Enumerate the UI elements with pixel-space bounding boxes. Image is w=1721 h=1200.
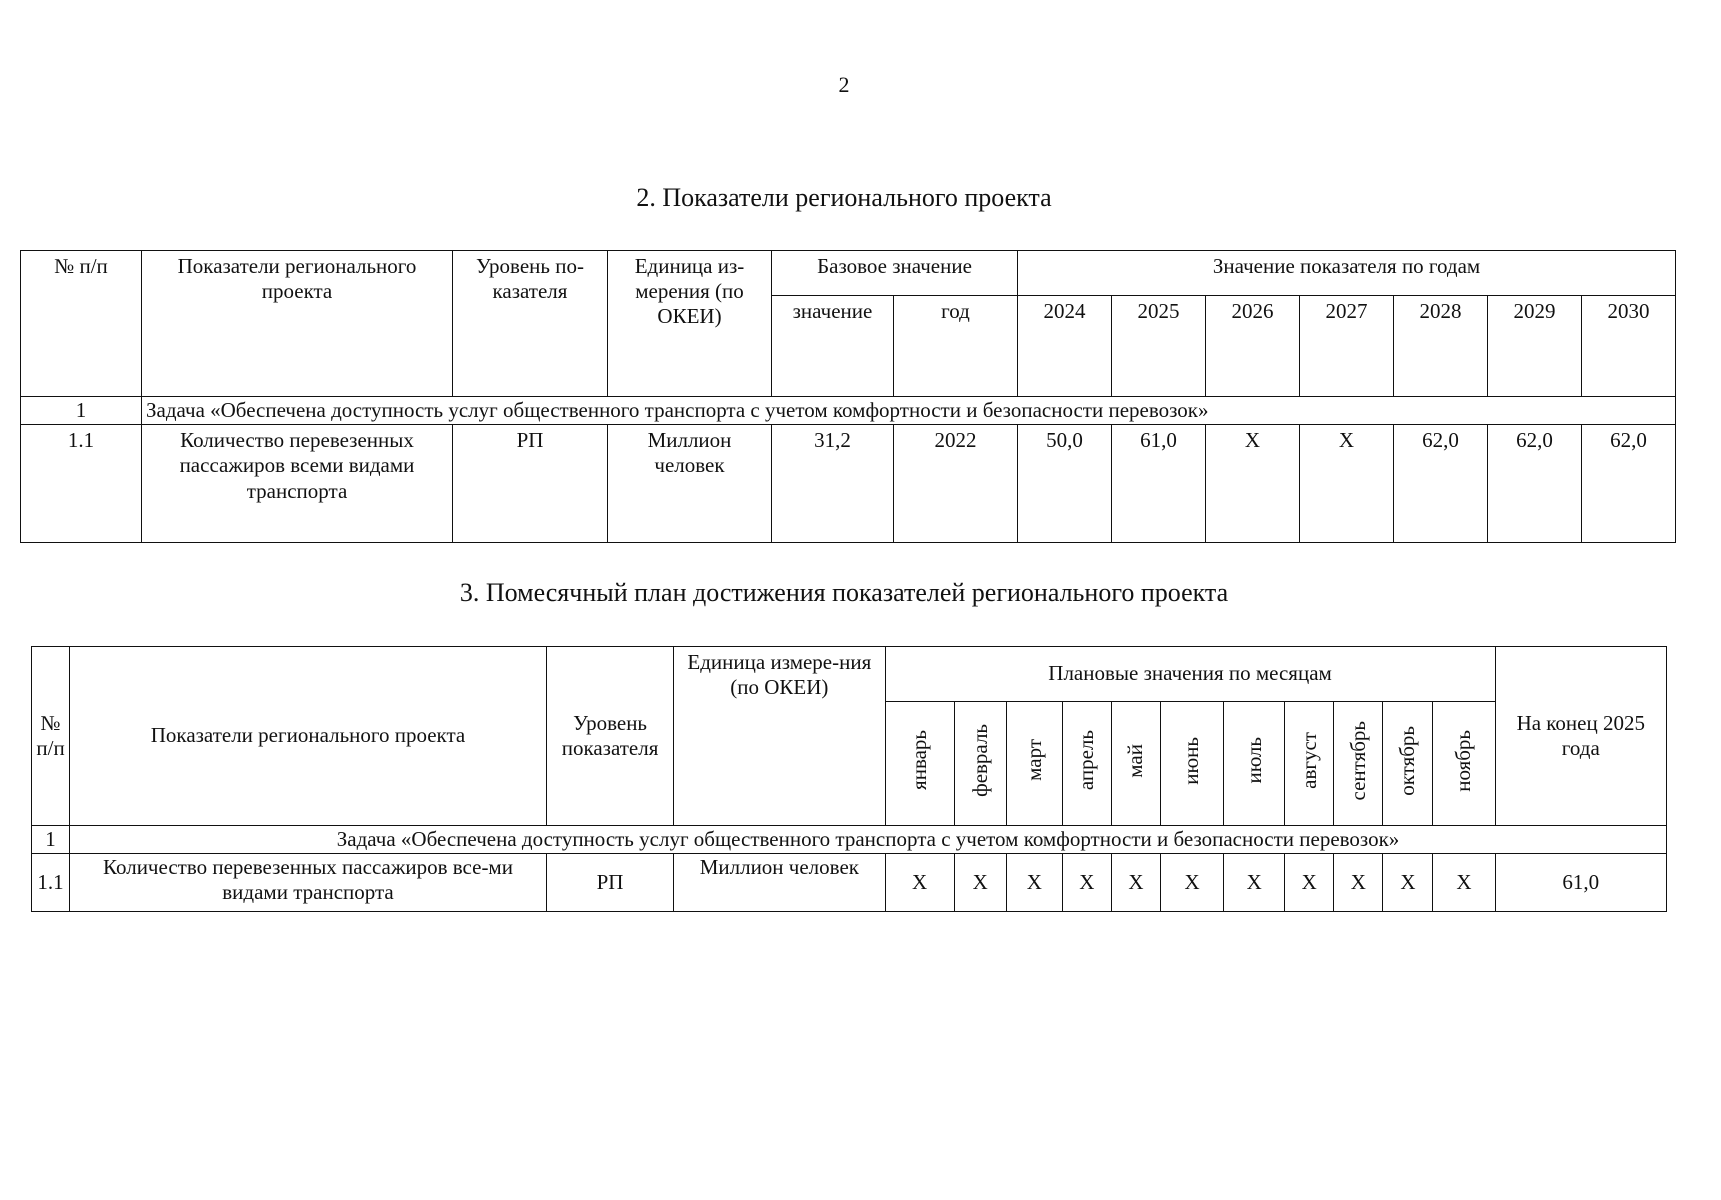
row-indicator: Количество перевезенных пассажиров всеми видами транспорта xyxy=(142,425,453,543)
month-value: X xyxy=(1161,854,1224,912)
header-indicator: Показатели регионального проекта xyxy=(70,647,547,826)
year-header: 2030 xyxy=(1582,296,1676,397)
month-header: июль xyxy=(1241,737,1266,784)
month-value: X xyxy=(1224,854,1285,912)
header-end: На конец 2025 года xyxy=(1495,647,1666,826)
month-header: сентябрь xyxy=(1345,720,1370,801)
month-header: май xyxy=(1123,743,1148,778)
month-header: июнь xyxy=(1179,736,1204,785)
month-header: апрель xyxy=(1074,730,1099,791)
row-level: РП xyxy=(546,854,673,912)
indicators-table xyxy=(20,250,1676,543)
row-num: 1.1 xyxy=(21,425,142,543)
row-base-year: 2022 xyxy=(894,425,1018,543)
header-by-years: Значение показателя по годам xyxy=(1018,251,1676,296)
row-unit: Миллион человек xyxy=(608,425,772,543)
page-number: 2 xyxy=(838,72,850,97)
task-num: 1 xyxy=(21,397,142,425)
header-base: Базовое значение xyxy=(772,251,1018,296)
month-value: X xyxy=(1285,854,1334,912)
month-value: X xyxy=(1062,854,1111,912)
month-header: март xyxy=(1021,739,1046,782)
section-3-title: 3. Помесячный план достижения показателей регионального проекта xyxy=(459,578,1229,607)
row-unit: Миллион человек xyxy=(674,854,885,912)
year-value: 62,0 xyxy=(1488,425,1582,543)
header-unit: Единица измере-ния (по ОКЕИ) xyxy=(674,647,885,826)
year-header: 2027 xyxy=(1300,296,1394,397)
month-value: X xyxy=(1433,854,1495,912)
header-level: Уровень показателя xyxy=(546,647,673,826)
month-value: X xyxy=(1111,854,1160,912)
header-indicator: Показатели регионального проекта xyxy=(142,251,453,397)
month-header: октябрь xyxy=(1395,725,1420,796)
year-header: 2025 xyxy=(1112,296,1206,397)
month-header: январь xyxy=(907,730,931,791)
row-indicator: Количество перевезенных пассажиров все-ми видами транспорта xyxy=(70,854,547,912)
month-value: X xyxy=(1383,854,1433,912)
year-header: 2028 xyxy=(1394,296,1488,397)
year-header: 2024 xyxy=(1018,296,1112,397)
header-num: № п/п xyxy=(21,251,142,397)
row-level: РП xyxy=(453,425,608,543)
row-end-value: 61,0 xyxy=(1495,854,1666,912)
year-value: 50,0 xyxy=(1018,425,1112,543)
header-level: Уровень по-казателя xyxy=(453,251,608,397)
row-base-value: 31,2 xyxy=(772,425,894,543)
header-num: № п/п xyxy=(32,647,70,826)
year-value: 62,0 xyxy=(1582,425,1676,543)
month-value: X xyxy=(885,854,954,912)
header-monthly: Плановые значения по месяцам xyxy=(885,647,1495,702)
month-value: X xyxy=(1334,854,1383,912)
monthly-plan-table xyxy=(31,646,1667,912)
year-value: X xyxy=(1300,425,1394,543)
header-base-value: значение xyxy=(772,296,894,397)
month-value: X xyxy=(1006,854,1062,912)
task-text: Задача «Обеспечена доступность услуг общественного транспорта с учетом комфортности и безопасности перевозок» xyxy=(142,397,1676,425)
task-num: 1 xyxy=(32,826,70,854)
month-header: февраль xyxy=(967,723,992,797)
year-header: 2026 xyxy=(1206,296,1300,397)
month-value: X xyxy=(954,854,1006,912)
month-header: ноябрь xyxy=(1451,729,1476,792)
year-value: 61,0 xyxy=(1112,425,1206,543)
header-base-year: год xyxy=(894,296,1018,397)
year-value: 62,0 xyxy=(1394,425,1488,543)
header-unit: Единица из-мерения (по ОКЕИ) xyxy=(608,251,772,397)
task-text: Задача «Обеспечена доступность услуг общественного транспорта с учетом комфортности и безопасности перевозок» xyxy=(70,826,1667,854)
month-header: август xyxy=(1296,731,1321,789)
year-value: X xyxy=(1206,425,1300,543)
section-2-title: 2. Показатели регионального проекта xyxy=(636,183,1052,212)
year-header: 2029 xyxy=(1488,296,1582,397)
row-num: 1.1 xyxy=(32,854,70,912)
